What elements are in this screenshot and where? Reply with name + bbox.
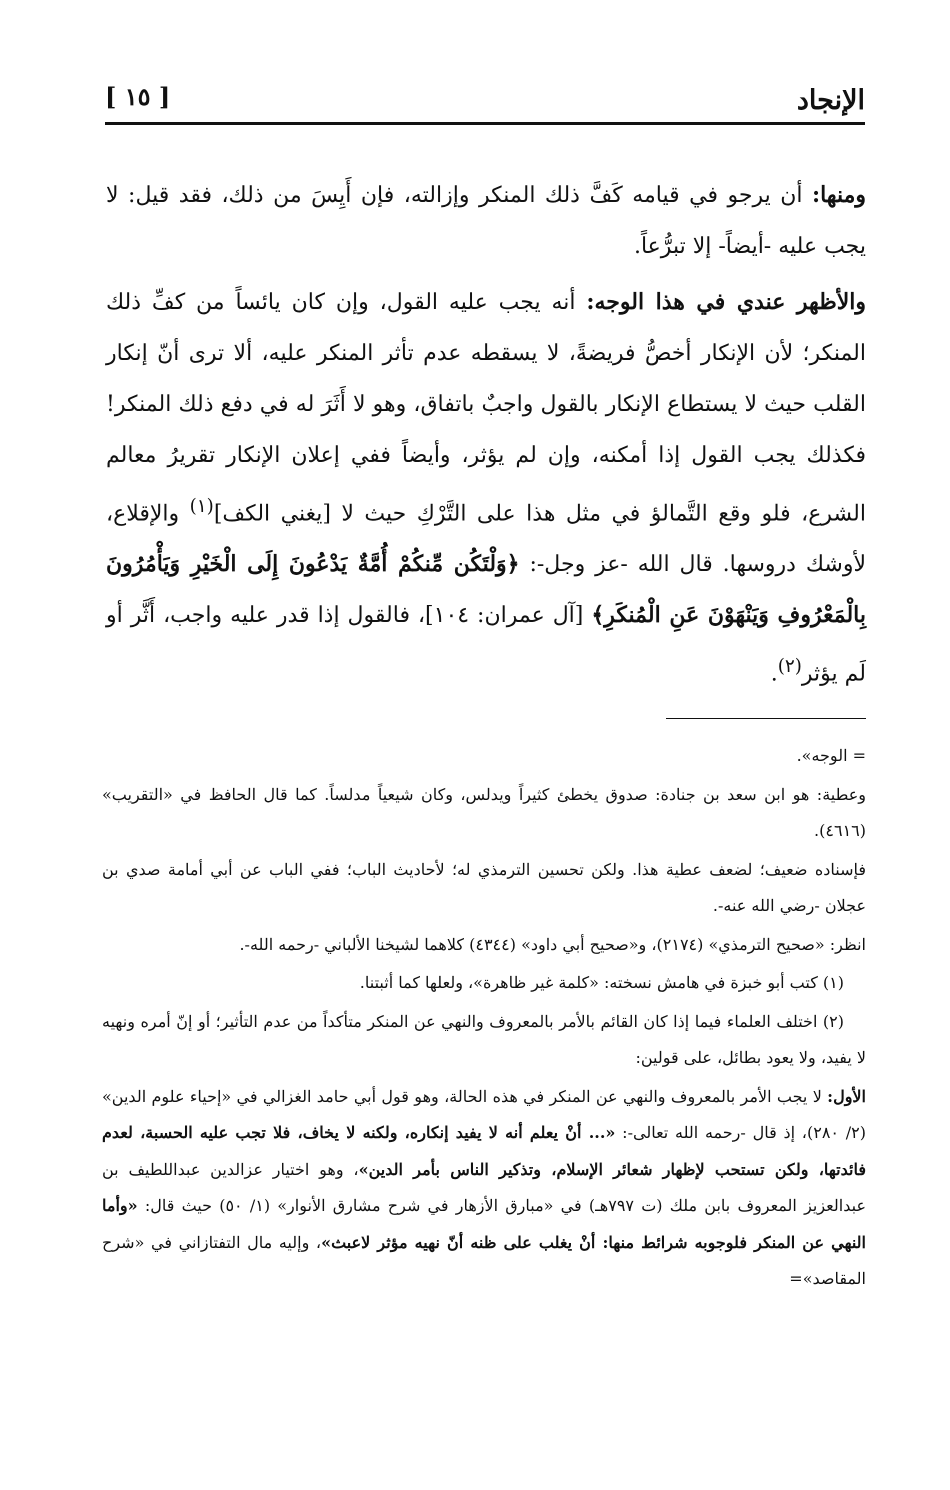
note-line: = الوجه». [796,746,866,765]
footnote-ref: (١) [189,496,214,517]
paragraph-text: والإقلاع، لأوشك دروسها. قال الله -عز وجل-: [106,501,866,578]
main-text [106,170,866,705]
page-number: [ ١٥ ] [105,82,171,111]
paragraph-text: أنه يجب عليه القول، وإن كان يائساً من كفِّ ذلك المنكر؛ لأن الإنكار أخصُّ فريضةً، لا يسقطه عدم تأثر المنكر عليه، ألا ترى أنّ إنكار القلب حيث لا يستطاع الإنكار بالقول واجبٌ باتفاق، وهو لا أَثَرَ له في دفع ذلك المنكر! فكذلك يجب القول إذا أمكنه، وإن لم يؤثر، وأيضاً ففي إعلان الإنكار تقريرُ معالم الشرع، فلو وقع التَّمالؤ في مثل هذا على التَّرْكِ حيث لا [يغني الكف] [106,290,867,527]
footnote-separator [666,718,866,719]
quran-verse: ﴿وَلْتَكُن مِّنكُمْ أُمَّةٌ يَدْعُونَ إِلَى الْخَيْرِ وَيَأْمُرُونَ بِالْمَعْرُوفِ وَيَنْهَوْنَ عَنِ الْمُنكَرِ﴾ [106,551,866,629]
paragraph-text: [آل عمران: ١٠٤]، فالقول إذا قدر عليه واجب، أَثَّر أو لَم يؤثر [106,603,866,687]
paragraph [106,277,866,700]
note-text: ، وإليه مال التفتازاني في «شرح المقاصد»= [102,1232,866,1288]
note-text: ، وهو اختيار عزالدين عبداللطيف بن عبدالعزيز المعروف بابن ملك (ت ٧٩٧هـ) في «مبارق الأزهار في شرح مشارق الأنوار» (١/ ٥٠) حيث قال: [102,1159,866,1215]
note-line [102,1079,866,1298]
footnote-ref: (٢) [777,656,802,678]
footnote-2: (٢) اختلف العلماء فيما إذا كان القائم بالأمر بالمعروف والنهي عن المنكر متأكداً من عدم التأثير؛ أو إنّ أمره ونهيه لا يفيد، ولا يعود بطائل، على قولين: [102,1011,866,1067]
note-quote: «... أنْ يعلم أنه لا يفيد إنكاره، ولكنه لا يخاف، فلا تجب عليه الحسبة، لعدم فائدتها، ولكن تستحب لإظهار شعائر الإسلام، وتذكير الناس بأمر الدين» [102,1123,866,1179]
paragraph-lead: والأظهر عندي في هذا الوجه: [586,289,866,315]
paragraph-lead: ومنها: [811,182,866,208]
note-quote: «وأما النهي عن المنكر فلوجوبه شرائط منها: أنْ يغلب على ظنه أنّ نهيه مؤثر لاعبث» [102,1196,866,1252]
paragraph-text: أن يرجو في قيامه كَفَّ ذلك المنكر وإزالته، فإن أَيِسَ من ذلك، فقد قيل: لا يجب عليه -أيضاً- إلا تبرُّعاً. [106,183,866,259]
running-title: الإنجاد [796,85,865,116]
footnotes [102,738,866,1300]
note-line: فإسناده ضعيف؛ لضعف عطية هذا. ولكن تحسين الترمذي له؛ لأحاديث الباب؛ ففي الباب عن أبي أمامة صدي بن عجلان -رضي الله عنه-. [102,859,866,915]
note-line: وعطية: هو ابن سعد بن جنادة: صدوق يخطئ كثيراً ويدلس، وكان شيعياً مدلساً. كما قال الحافظ في «التقريب» (٤٦١٦). [102,784,866,840]
note-line: انظر: «صحيح الترمذي» (٢١٧٤)، و«صحيح أبي داود» (٤٣٤٤) كلاهما لشيخنا الألباني -رحمه الله-. [239,934,866,954]
paragraph [106,170,866,272]
note-text: لا يجب الأمر بالمعروف والنهي عن المنكر في هذه الحالة، وهو قول أبي حامد الغزالي في «إحياء علوم الدين» (٢/ ٢٨٠)، إذ قال -رحمه الله تعالى-: [102,1086,866,1142]
page-header [105,78,865,125]
paragraph-text: . [770,661,778,687]
note-lead: الأول: [827,1086,866,1106]
footnote-1: (١) كتب أبو خبزة في هامش نسخته: «كلمة غير ظاهرة»، ولعلها كما أثبتنا. [359,973,844,992]
